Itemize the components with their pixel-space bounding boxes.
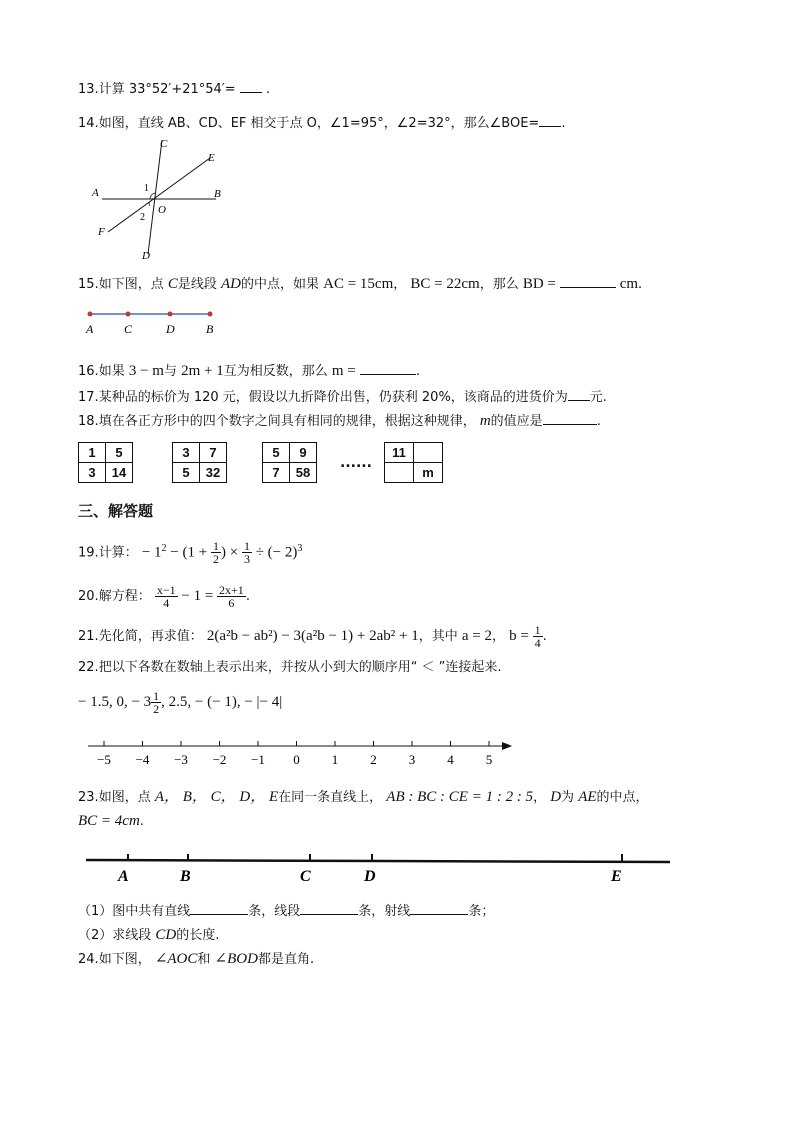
cell: 5 <box>263 443 290 463</box>
number-square-2 <box>172 442 227 483</box>
fraction: $\frac{2x+1}{6}$ <box>219 583 244 610</box>
point-d <box>168 312 173 317</box>
label-a: A <box>86 322 94 336</box>
cell: 9 <box>290 443 317 463</box>
label-e: E <box>208 152 215 164</box>
question-14: 14.如图，直线 AB、CD、EF 相交于点 O，∠1=95°，∠2=32°，那么∠BOE= . <box>78 116 566 131</box>
point-c <box>126 312 131 317</box>
fraction: $\frac{1}{4}$ <box>534 623 541 650</box>
answer-blank <box>300 902 358 915</box>
label-c: C <box>124 322 133 336</box>
figure-segment-acdb <box>82 306 222 340</box>
answer-blank <box>190 902 248 915</box>
label-c: C <box>300 868 311 885</box>
question-24: 24.如下图， ∠AOC和 ∠BOD都是直角. <box>78 951 315 967</box>
answer-blank <box>360 362 416 375</box>
answer-blank <box>560 275 616 288</box>
cell: 5 <box>173 463 200 483</box>
label-b: B <box>180 868 191 885</box>
figure-points-on-line <box>86 848 676 888</box>
cell <box>414 443 443 463</box>
number-square-3 <box>262 442 317 483</box>
question-13: 13.计算 33°52′+21°54′= . <box>78 82 271 97</box>
question-16: 16.如果 3 − m与 2m + 1互为相反数，那么 m = . <box>78 363 421 379</box>
label-e: E <box>611 868 622 885</box>
cell: 5 <box>106 443 133 463</box>
cell: 7 <box>200 443 227 463</box>
axis-tick-label: −1 <box>251 752 265 767</box>
fraction: $\frac{x-1}{4}$ <box>156 583 176 610</box>
fraction: $\frac{1}{2}$ <box>212 539 219 567</box>
axis-tick-label: 0 <box>293 752 300 767</box>
main-line <box>86 860 670 862</box>
label-o: O <box>158 204 166 216</box>
question-19: 19.计算： − $1^2 - (1$ + $\frac{1}{2}$ ) × $\frac{1}{3}$ ÷ (− 2)$^3$ <box>78 539 303 567</box>
label-b: B <box>206 322 214 336</box>
question-23-line-2: BC = 4cm. <box>78 813 144 829</box>
line-ef <box>108 158 210 232</box>
cell: 32 <box>200 463 227 483</box>
axis-tick-label: −3 <box>174 752 188 767</box>
label-d: D <box>166 322 175 336</box>
cell: 7 <box>263 463 290 483</box>
cell: 14 <box>106 463 133 483</box>
question-23-part-2: （2）求线段 CD的长度. <box>78 927 220 943</box>
cell: 11 <box>385 443 414 463</box>
axis-tick-label: 5 <box>485 752 493 767</box>
figure-intersecting-lines <box>86 136 236 262</box>
point-a <box>88 312 93 317</box>
label-f: F <box>98 226 105 238</box>
axis-tick-label: 3 <box>408 752 416 767</box>
axis-arrow <box>502 742 512 750</box>
label-d: D <box>142 250 150 262</box>
label-angle-1: 1 <box>144 183 149 194</box>
question-18: 18.填在各正方形中的四个数字之间具有相同的规律，根据这种规律， m的值应是 . <box>78 413 601 429</box>
axis-tick-label: 2 <box>370 752 377 767</box>
cell: 1 <box>79 443 106 463</box>
question-22: 22.把以下各数在数轴上表示出来，并按从小到大的顺序用“ ＜ ”连接起来. <box>78 660 502 675</box>
number-line <box>80 732 520 772</box>
fraction: $\frac{1}{2}$ <box>153 689 160 716</box>
question-17: 17.某种品的标价为 120 元，假设以九折降价出售，仍获利 20%，该商品的进货价为 元. <box>78 390 607 405</box>
point-b <box>208 312 213 317</box>
question-23: 23.如图，点 A， B， C， D， E在同一条直线上， AB : BC : CE = 1 : 2 : 5， D为 AE的中点， <box>78 789 649 805</box>
answer-blank <box>543 412 597 425</box>
cell <box>385 463 414 483</box>
number-list: − 1.5, 0, − 3 $\frac{1}{2}$ , 2.5, − (− 1), − |− 4| <box>78 689 283 716</box>
cell: 58 <box>290 463 317 483</box>
label-a: A <box>92 187 99 199</box>
fraction: $\frac{1}{3}$ <box>243 539 250 567</box>
axis-tick-label: 1 <box>331 752 339 767</box>
axis-tick-label: −5 <box>97 752 111 767</box>
label-d: D <box>364 868 376 885</box>
axis-tick-label: 4 <box>447 752 454 767</box>
number-square-1 <box>78 442 133 483</box>
answer-blank <box>539 114 561 127</box>
axis-tick-label: −4 <box>135 752 150 767</box>
cell: 3 <box>79 463 106 483</box>
label-a: A <box>118 868 129 885</box>
question-23-part-1: （1）图中共有直线 条，线段 条，射线 条； <box>78 904 495 919</box>
section-heading: 三、解答题 <box>78 502 154 520</box>
angle-arc-2 <box>149 202 150 206</box>
number-square-4 <box>384 442 443 483</box>
question-15: 15.如下图，点 C是线段 AD的中点，如果 AC = 15cm， BC = 22cm，那么 BD = cm. <box>78 276 642 292</box>
question-20: 20.解方程： $\frac{x-1}{4}$ − 1 = $\frac{2x+1}{6}$ . <box>78 583 250 610</box>
cell: m <box>414 463 443 483</box>
axis-tick-label: −2 <box>212 752 227 767</box>
label-b: B <box>214 188 221 200</box>
ellipsis: ...... <box>340 455 372 471</box>
cell: 3 <box>173 443 200 463</box>
question-21: 21.先化简，再求值： 2(a²b − ab²) − 3(a²b − 1) + 2ab² + 1，其中 a = 2， b = $\frac{1}{4}$ . <box>78 623 547 650</box>
label-c: C <box>160 138 168 150</box>
answer-blank <box>240 80 262 93</box>
answer-blank <box>410 902 468 915</box>
label-angle-2: 2 <box>140 212 145 223</box>
answer-blank <box>568 388 590 401</box>
